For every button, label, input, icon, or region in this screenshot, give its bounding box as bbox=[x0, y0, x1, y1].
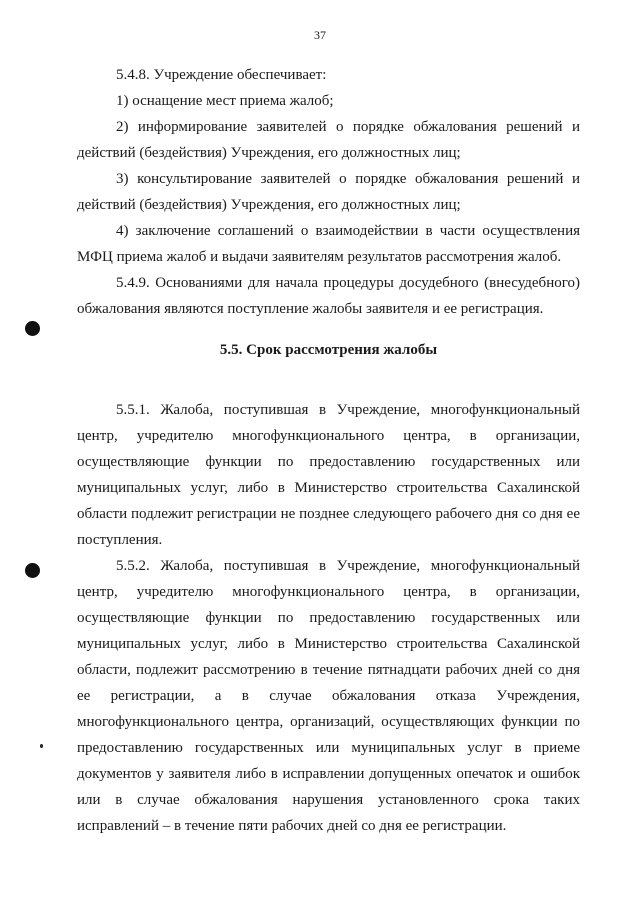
page-number: 37 bbox=[314, 28, 326, 42]
punch-hole-bottom bbox=[25, 563, 40, 578]
paragraph-5-5-1: 5.5.1. Жалоба, поступившая в Учреждение, многофункциональный центр, учредителю многофункционального центра, в организации, осуществляющие функции по предоставлению государственных или муниципальных услуг, либо в Министерство строительства Сахалинской области подлежит регистрации не позднее следующего рабочего дня со дня ее поступления. bbox=[77, 402, 580, 548]
list-item-1: 1) оснащение мест приема жалоб; bbox=[116, 93, 334, 109]
scan-speck bbox=[40, 744, 43, 748]
paragraph-5-4-8: 5.4.8. Учреждение обеспечивает: bbox=[116, 67, 327, 83]
list-item-2: 2) информирование заявителей о порядке обжалования решений и действий (бездействия) Учреждения, его должностных лиц; bbox=[77, 119, 580, 161]
punch-hole-top bbox=[25, 321, 40, 336]
document-body bbox=[77, 62, 580, 839]
paragraph-5-4-9: 5.4.9. Основаниями для начала процедуры досудебного (внесудебного) обжалования являются поступление жалобы заявителя и ее регистрация. bbox=[77, 275, 580, 317]
paragraph-5-5-2: 5.5.2. Жалоба, поступившая в Учреждение, многофункциональный центр, учредителю многофункционального центра, в организации, осуществляющие функции по предоставлению государственных или муниципальных услуг, либо в Министерство строительства Сахалинской области, подлежит рассмотрению в течение пятнадцати рабочих дней со дня ее регистрации, а в случае обжалования отказа Учреждения, многофункционального центра, организаций, осуществляющих функции по предоставлению государственных или муниципальных услуг в приеме документов у заявителя либо в исправлении допущенных опечаток и ошибок или в случае обжалования нарушения установленного срока таких исправлений – в течение пяти рабочих дней со дня ее регистрации. bbox=[77, 558, 580, 834]
section-heading: 5.5. Срок рассмотрения жалобы bbox=[219, 342, 438, 358]
list-item-4: 4) заключение соглашений о взаимодействии в части осуществления МФЦ приема жалоб и выдачи заявителям результатов рассмотрения жалоб. bbox=[77, 223, 580, 265]
list-item-3: 3) консультирование заявителей о порядке обжалования решений и действий (бездействия) Учреждения, его должностных лиц; bbox=[77, 171, 580, 213]
